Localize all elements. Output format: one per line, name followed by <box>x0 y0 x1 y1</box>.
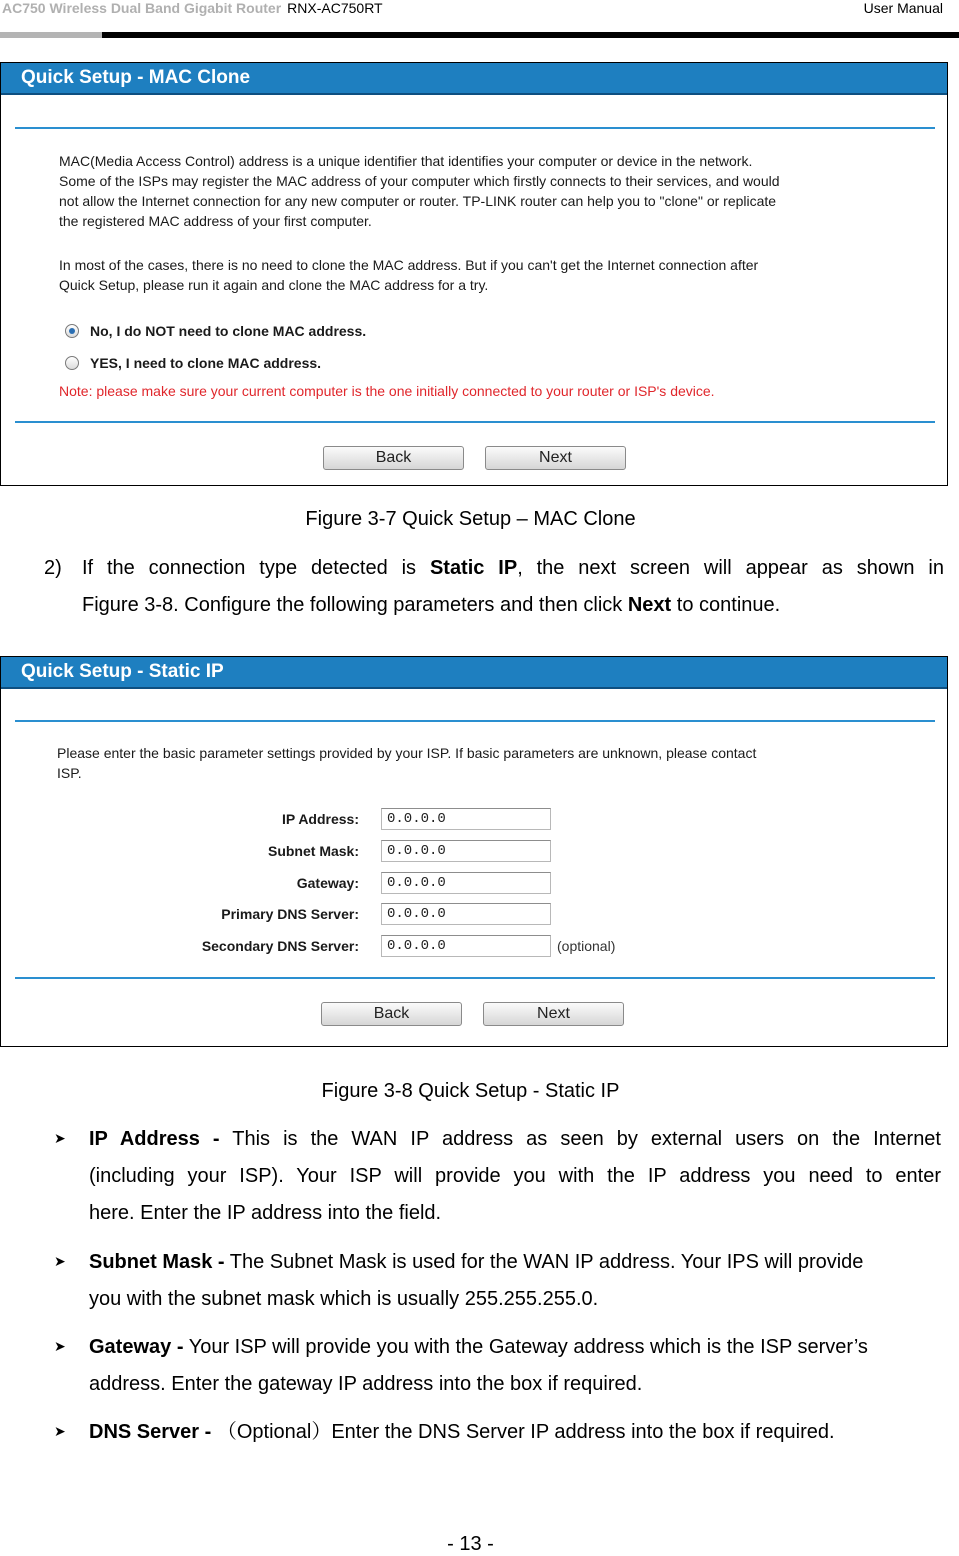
bullet-line: Your ISP will provide you with the Gateway address which is the ISP server’s <box>188 1336 868 1358</box>
panel-title: Quick Setup - Static IP <box>1 657 947 689</box>
radio-selected-icon[interactable] <box>65 324 79 338</box>
gateway-label: Gateway: <box>296 875 359 891</box>
bullet-gateway <box>89 1329 941 1366</box>
option-label: YES, I need to clone MAC address. <box>90 355 322 371</box>
bullet-arrow-icon: ➤ <box>54 1423 66 1439</box>
bullet-arrow-icon: ➤ <box>54 1253 66 1269</box>
bullet-dns-server <box>89 1414 941 1451</box>
step-text: , the next screen will appear as shown in <box>517 557 944 579</box>
bullet-line: address. Enter the gateway IP address into the box if required. <box>89 1373 643 1395</box>
step-text: Figure 3-8. Configure the following parameters and then click <box>82 594 623 616</box>
option-no-clone[interactable] <box>65 323 366 339</box>
divider <box>15 127 935 129</box>
subnet-mask-input[interactable]: 0.0.0.0 <box>381 840 551 862</box>
mac-clone-panel <box>0 62 948 486</box>
divider <box>15 421 935 423</box>
figure-caption: Figure 3-8 Quick Setup - Static IP <box>321 1080 620 1102</box>
doc-type: User Manual <box>863 0 943 16</box>
header-rule-grey <box>0 32 102 38</box>
option-label: No, I do NOT need to clone MAC address. <box>90 323 367 339</box>
mac-hint <box>59 255 758 295</box>
static-ip-panel <box>0 656 948 1047</box>
page-header <box>0 0 959 40</box>
bullet-term: DNS Server - <box>89 1421 212 1443</box>
mac-description <box>59 151 780 231</box>
secondary-dns-input[interactable]: 0.0.0.0 <box>381 935 551 957</box>
model-number: RNX-AC750RT <box>287 0 383 16</box>
bullet-line: The Subnet Mask is used for the WAN IP address. Your IPS will provide <box>229 1251 864 1273</box>
gateway-input[interactable]: 0.0.0.0 <box>381 872 551 894</box>
text-line: Please enter the basic parameter settings provided by your ISP. If basic parameters are unknown, please contact <box>57 745 757 761</box>
bullet-line: here. Enter the IP address into the field. <box>89 1202 442 1224</box>
bullet-line: This is the WAN IP address as seen by external users on the Internet <box>232 1128 941 1150</box>
note-text: Note: please make sure your current computer is the one initially connected to your router or ISP's device. <box>59 383 715 399</box>
bullet-ip-address-cont <box>89 1158 941 1195</box>
divider <box>15 977 935 979</box>
next-term: Next <box>627 594 672 616</box>
text-line: ISP. <box>57 765 82 781</box>
step-text: If the connection type detected is <box>82 557 417 579</box>
next-button[interactable]: Next <box>485 446 626 470</box>
bullet-ip-address-cont <box>89 1195 941 1232</box>
text-line: MAC(Media Access Control) address is a unique identifier that identifies your computer or device in the network. <box>59 153 753 169</box>
ip-address-label: IP Address: <box>281 811 359 827</box>
step-line-1 <box>82 550 944 587</box>
figure-caption: Figure 3-7 Quick Setup – MAC Clone <box>305 508 636 530</box>
bullet-line: （Optional）Enter the DNS Server IP address into the box if required. <box>216 1421 835 1443</box>
option-clone[interactable] <box>65 355 321 371</box>
step-number: 2) <box>44 557 62 579</box>
header-rule-black <box>102 32 959 38</box>
text-line: not allow the Internet connection for any new computer or router. TP-LINK router can help you to "clone" or replicate <box>59 193 777 209</box>
optional-hint: (optional) <box>557 938 616 954</box>
bullet-line: you with the subnet mask which is usually 255.255.255.0. <box>89 1288 599 1310</box>
step-text: to continue. <box>676 594 781 616</box>
bullet-subnet-mask <box>89 1244 941 1281</box>
next-button[interactable]: Next <box>483 1002 624 1026</box>
text-line: In most of the cases, there is no need to clone the MAC address. But if you can't get the Internet connection after <box>59 257 759 273</box>
bullet-arrow-icon: ➤ <box>54 1338 66 1354</box>
bullet-term: Subnet Mask - <box>89 1251 225 1273</box>
ip-address-input[interactable]: 0.0.0.0 <box>381 808 551 830</box>
back-button[interactable]: Back <box>323 446 464 470</box>
radio-unselected-icon[interactable] <box>65 356 79 370</box>
bullet-ip-address <box>89 1121 941 1158</box>
text-line: Some of the ISPs may register the MAC address of your computer which firstly connects to their services, and would <box>59 173 780 189</box>
step-line-2 <box>82 587 780 624</box>
primary-dns-label: Primary DNS Server: <box>221 906 359 922</box>
bullet-gateway-cont <box>89 1366 941 1403</box>
bullet-arrow-icon: ➤ <box>54 1130 66 1146</box>
primary-dns-input[interactable]: 0.0.0.0 <box>381 903 551 925</box>
field-labels <box>1 657 359 1046</box>
bullet-term: Gateway - <box>89 1336 184 1358</box>
subnet-mask-label: Subnet Mask: <box>267 843 359 859</box>
text-line: the registered MAC address of your first computer. <box>59 213 372 229</box>
secondary-dns-label: Secondary DNS Server: <box>201 938 359 954</box>
text-line: Quick Setup, please run it again and clone the MAC address for a try. <box>59 277 489 293</box>
page-number: - 13 - <box>447 1533 494 1555</box>
bullet-subnet-mask-cont <box>89 1281 941 1318</box>
panel-title: Quick Setup - MAC Clone <box>1 63 947 95</box>
back-button[interactable]: Back <box>321 1002 462 1026</box>
static-ip-term: Static IP <box>429 557 518 579</box>
header-product <box>2 0 383 16</box>
product-name: AC750 Wireless Dual Band Gigabit Router <box>2 0 282 16</box>
bullet-line: (including your ISP). Your ISP will provide you with the IP address you need to enter <box>89 1165 941 1187</box>
bullet-term: IP Address - <box>89 1128 220 1150</box>
